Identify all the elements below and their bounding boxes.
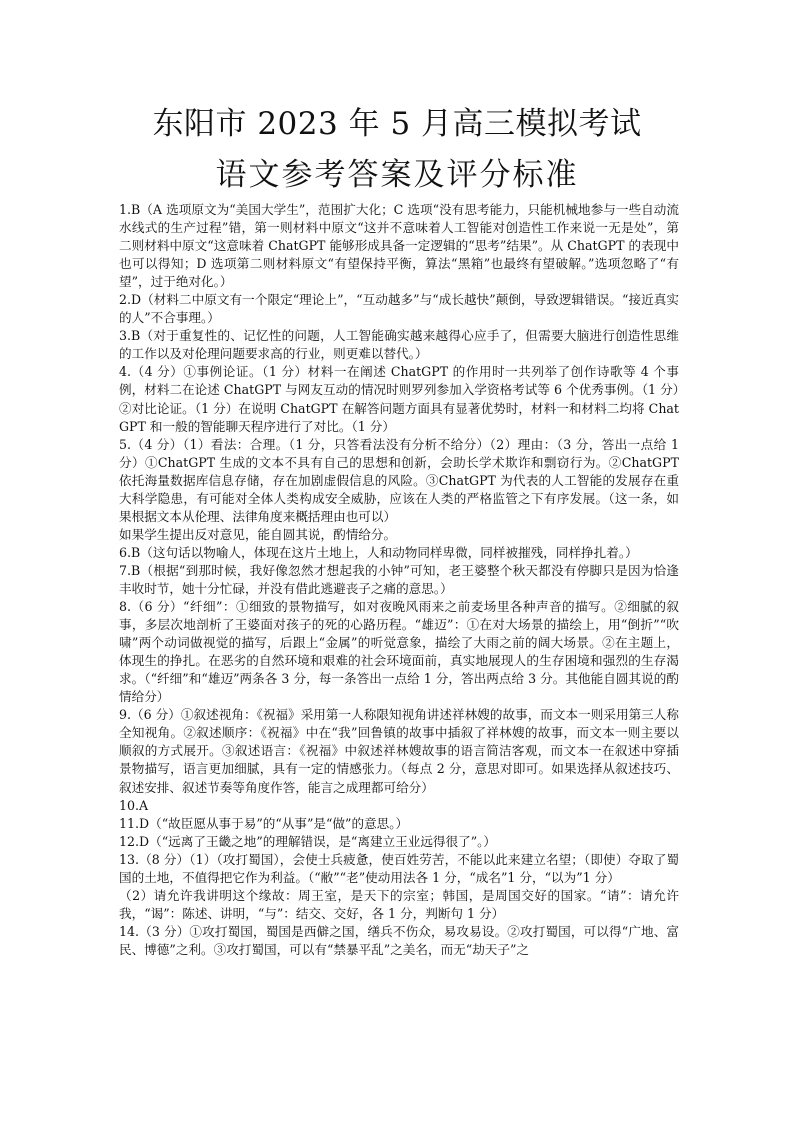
answer-item: 如果学生提出反对意见，能自圆其说，酌情给分。 bbox=[119, 526, 397, 542]
answer-list bbox=[119, 201, 679, 959]
answer-item: 7.B（根据“到那时候，我好像忽然才想起我的小钟”可知，老王婆整个秋天都没有停脚只是因为恰逢丰收时节，她十分忙碌，并没有借此逃避丧子之痛的意思。） bbox=[119, 562, 679, 596]
page-subtitle: 语文参考答案及评分标准 bbox=[215, 157, 579, 193]
answer-item: 6.B（这句话以物喻人，体现在这片土地上，人和动物同样卑微，同样被摧残，同样挣扎着。） bbox=[119, 544, 638, 560]
answer-item: 3.B（对于重复性的、记忆性的问题，人工智能确实越来越得心应手了，但需要大脑进行创造性思维的工作以及对伦理问题要求高的行业，则更难以替代。） bbox=[119, 328, 679, 362]
answer-item: 9.（6 分）①叙述视角：《祝福》采用第一人称限知视角讲述祥林嫂的故事，而文本一则采用第三人称全知视角。②叙述顺序：《祝福》中在“我”回鲁镇的故事中插叙了祥林嫂的故事，而文本一则主要以顺叙的方式展开。③叙述语言：《祝福》中叙述祥林嫂故事的语言简洁客观，而文本一在叙述中穿插景物描写，语言更加细腻，具有一定的情感张力。（每点 2 分，意思对即可。如果选择从叙述技巧、叙述安排、叙述节奏等角度作答，能言之成理都可给分） bbox=[119, 707, 679, 795]
answer-item: （2）请允许我讲明这个缘故：周王室，是天下的宗室；韩国，是周国交好的国家。“请”：请允许我，“谒”：陈述、讲明，“与”：结交、交好，各 1 分，判断句 1 分） bbox=[119, 887, 679, 921]
answer-item: 12.D（“远离了王畿之地”的理解错误，是“离建立王业远得很了”。） bbox=[119, 833, 497, 849]
answer-item: 2.D（材料二中原文有一个限定“理论上”，“互动越多”与“成长越快”颠倒，导致逻辑错误。“接近真实的人”不合事理。） bbox=[119, 292, 679, 326]
answer-item: 8.（6 分）“纤细”：①细致的景物描写，如对夜晚风雨来之前麦场里各种声音的描写。②细腻的叙事，多层次地剖析了王婆面对孩子的死的心路历程。“雄迈”：①在对大场景的描绘上，用“倒折”“吹啸”两个动词做视觉的描写，后跟上“金属”的听觉意象，描绘了大雨之前的阔大场景。②在主题上，体现生的挣扎。在恶劣的自然环境和艰难的社会环境面前，真实地展现人的生存困境和强烈的生存渴求。（“纤细”和“雄迈”两条各 3 分，每一条答出一点给 1 分，答出两点给 3 分。其他能自圆其说的酌情给分） bbox=[119, 599, 679, 705]
answer-item: 4.（4 分）①事例论证。（1 分）材料一在阐述 ChatGPT 的作用时一共列举了创作诗歌等 4 个事例，材料二在论述 ChatGPT 与网友互动的情况时则罗列参加入学资格考试等 6 个优秀事例。（1 分）②对比论证。（1 分）在说明 ChatGPT 在解答问题方面具有显著优势时，材料一和材料二均将 ChatGPT 和一般的智能聊天程序进行了对比。（1 分） bbox=[119, 364, 679, 434]
answer-item: 10.A bbox=[119, 797, 149, 813]
answer-item: 14.（3 分）①攻打蜀国，蜀国是西僻之国，缮兵不伤众，易攻易设。②攻打蜀国，可以得“广地、富民、博德”之利。③攻打蜀国，可以有“禁暴平乱”之美名，而无“劫天子”之 bbox=[119, 923, 679, 957]
answer-item: 1.B（A 选项原文为“美国大学生”，范围扩大化；C 选项“没有思考能力，只能机械地参与一些自动流水线式的生产过程”错，第一则材料中原文“这并不意味着人工智能对创造性工作来说一无是处”，第二则材料中原文“这意味着 ChatGPT 能够形成具备一定逻辑的“思考”结果”。从 ChatGPT 的表现中也可以得知；D 选项第二则材料原文“有望保持平衡，算法“黑箱”也最终有望破解。”选项忽略了“有望”，过于绝对化。） bbox=[119, 202, 679, 290]
answer-item: 13.（8 分）（1）（攻打蜀国），会使士兵疲惫，使百姓劳苦，不能以此来建立名望；（即使）夺取了蜀国的土地，不值得把它作为利益。（“敝”“老”使动用法各 1 分，“成名”1 分，“以为”1 分） bbox=[119, 851, 679, 885]
answer-item: 5.（4 分）（1）看法：合理。（1 分，只答看法没有分析不给分）（2）理由：（3 分，答出一点给 1 分）①ChatGPT 生成的文本不具有自己的思想和创新，会助长学术欺诈和剽窃行为。②ChatGPT 依托海量数据库信息存储，存在加剧虚假信息的风险。③ChatGPT 为代表的人工智能的发展存在重大科学隐患，有可能对全体人类构成安全威胁，应该在人类的严格监管之下有序发展。（这一条，如果根据文本从伦理、法律角度来概括理由也可以） bbox=[119, 436, 679, 524]
page-title: 东阳市 2023 年 5 月高三模拟考试 bbox=[152, 106, 642, 142]
answer-item: 11.D（“故臣愿从事于易”的“从事”是“做”的意思。） bbox=[119, 815, 409, 831]
